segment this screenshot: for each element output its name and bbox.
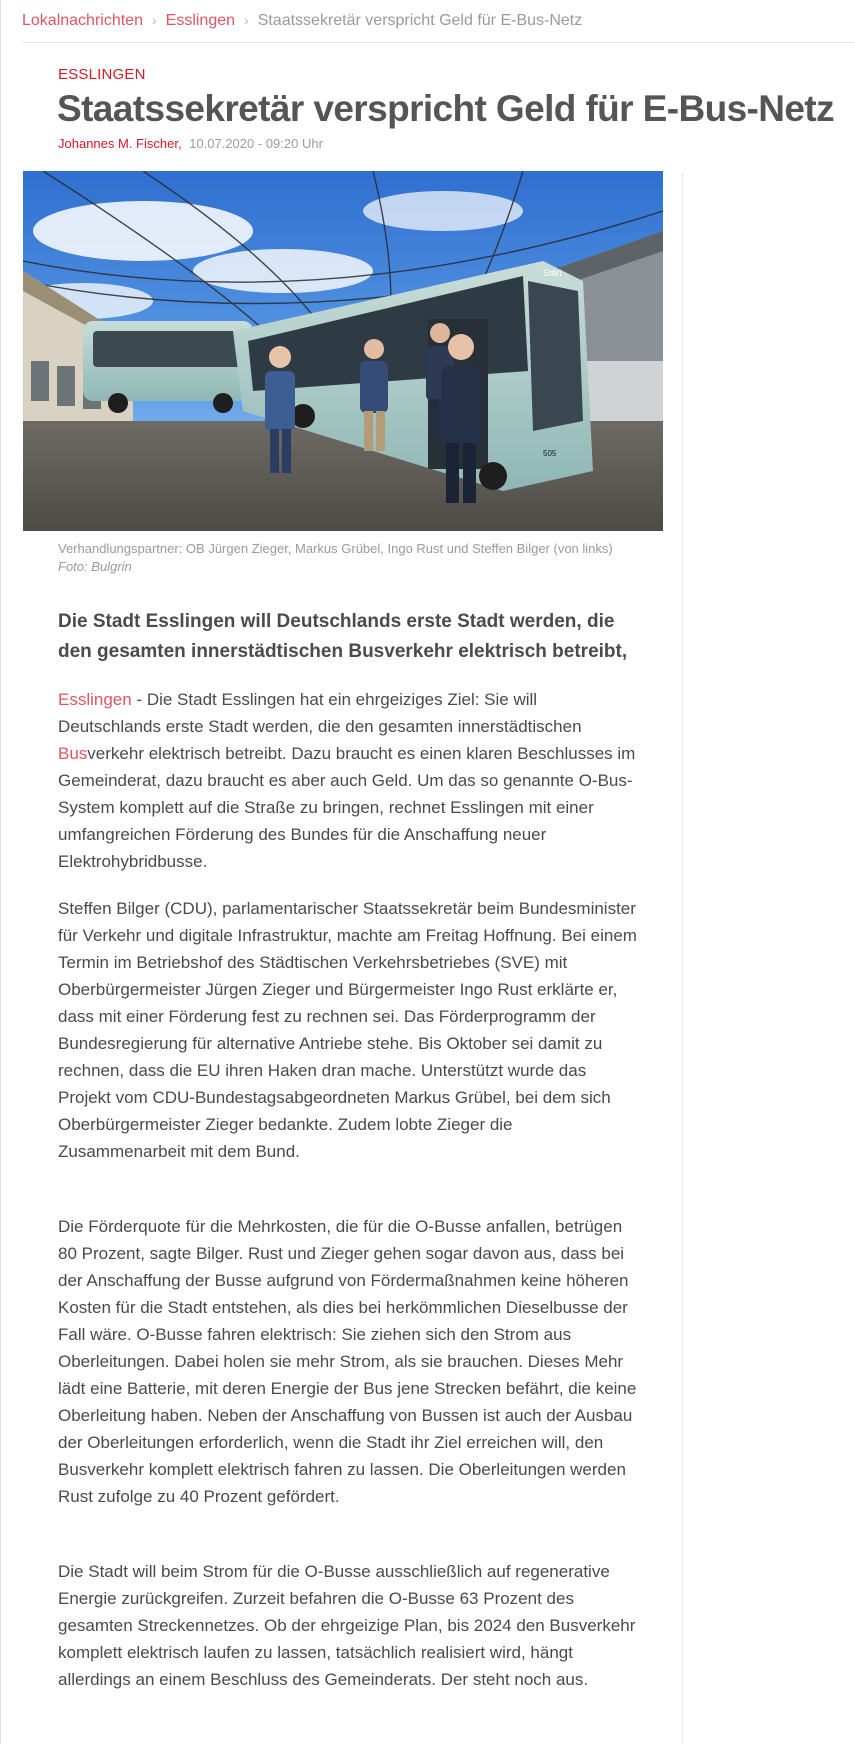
article-byline (58, 135, 323, 153)
bus-depot-photo (23, 171, 663, 531)
bus-keyword-link[interactable]: Bus (58, 744, 88, 763)
article-paragraph-1 (58, 686, 638, 875)
article-paragraph-3: Die Förderquote für die Mehrkosten, die für die O-Busse anfallen, betrügen 80 Prozent, sagte Bilger. Rust und Zieger gehen sogar davon aus, dass bei der Anschaffung der Busse aufgrund von Fördermaßnahmen keine höheren Kosten für die Stadt entstehen, als dies bei herkömmlichen Dieselbusse der Fall wäre. O-Busse fahren elektrisch: Sie ziehen sich den Strom aus Oberleitungen. Dabei holen sie mehr Strom, als sie brauchen. Dieses Mehr lädt eine Batterie, mit deren Energie der Bus jene Strecken befährt, die keine Oberleitung haben. Neben der Anschaffung von Bussen ist auch der Ausbau der Oberleitungen erforderlich, wenn die Stadt ihr Ziel erreichen will, den Busverkehr komplett elektrisch fahren zu lassen. Die Oberleitungen werden Rust zufolge zu 40 Prozent gefördert. (58, 1217, 637, 1506)
paragraph-1-text-a: - Die Stadt Esslingen hat ein ehrgeiziges Ziel: Sie will Deutschlands erste Stadt werden, die den gesamten innerstädtischen (58, 690, 582, 736)
article-paragraph-2: Steffen Bilger (CDU), parlamentarischer Staatssekretär beim Bundesminister für Verkehr und digitale Infrastruktur, machte am Freitag Hoffnung. Bei einem Termin im Betriebshof des Städtischen Verkehrsbetriebes (SVE) mit Oberbürgermeister Jürgen Zieger und Bürgermeister Ingo Rust erklärte er, dass mit einer Förderung fest zu rechnen sei. Das Förderprogramm der Bundesregierung für alternative Antriebe stehe. Bis Oktober sei damit zu rechnen, dass die EU ihren Haken dran mache. Unterstützt wurde das Projekt vom CDU-Bundestagsabgeordneten Markus Grübel, bei dem sich Oberbürgermeister Zieger bedankte. Zudem lobte Zieger die Zusammenarbeit mit dem Bund. (58, 899, 637, 1161)
photo-caption (58, 540, 638, 576)
article-kicker[interactable]: ESSLINGEN (58, 66, 146, 83)
author-link[interactable]: Johannes M. Fischer, (58, 136, 182, 151)
location-link-esslingen[interactable]: Esslingen (58, 690, 132, 709)
breadcrumb-link-lokalnachrichten[interactable]: Lokalnachrichten (22, 12, 143, 29)
article-lead: Die Stadt Esslingen will Deutschlands erste Stadt werden, die den gesamten innerstädtischen Busverkehr elektrisch betreibt, (58, 611, 628, 662)
article-paragraph-4: Die Stadt will beim Strom für die O-Busse ausschließlich auf regenerative Energie zurückgreifen. Zurzeit befahren die O-Busse 63 Prozent des gesamten Streckennetzes. Ob der ehrgeizige Plan, bis 2024 den Busverkehr komplett elektrisch laufen zu lassen, tatsächlich realisiert wird, hängt allerdings an einem Beschluss des Gemeinderats. Der steht noch aus. (58, 1562, 636, 1689)
article-headline: Staatssekretär verspricht Geld für E-Bus-Netz (57, 88, 834, 129)
breadcrumb (22, 8, 582, 34)
paragraph-1-text-b: verkehr elektrisch betreibt. Dazu braucht es einen klaren Beschlusses im Gemeinderat, dazu braucht es aber auch Geld. Um das so genannte O-Bus-System komplett auf die Straße zu bringen, rechnet Esslingen mit einer umfangreichen Förderung des Bundes für die Anschaffung neuer Elektrohybridbusse. (58, 744, 636, 871)
caption-text: Verhandlungspartner: OB Jürgen Zieger, Markus Grübel, Ingo Rust und Steffen Bilger (von links) (58, 541, 613, 556)
bus-signage-label: Stäri (543, 268, 562, 278)
breadcrumb-link-esslingen[interactable]: Esslingen (165, 12, 236, 29)
left-divider (0, 0, 1, 1744)
breadcrumb-current: Staatssekretär verspricht Geld für E-Bus-Netz (257, 12, 583, 29)
sidebar-divider (682, 172, 683, 1744)
breadcrumb-divider (22, 42, 855, 43)
breadcrumb-chevron-icon: › (151, 12, 157, 28)
photo-credit: Foto: Bulgrin (58, 559, 132, 574)
breadcrumb-chevron-icon: › (244, 12, 249, 28)
article-photo[interactable] (23, 171, 663, 531)
publish-date: 10.07.2020 - 09:20 Uhr (189, 136, 323, 151)
bus-number-label: 505 (543, 449, 557, 458)
